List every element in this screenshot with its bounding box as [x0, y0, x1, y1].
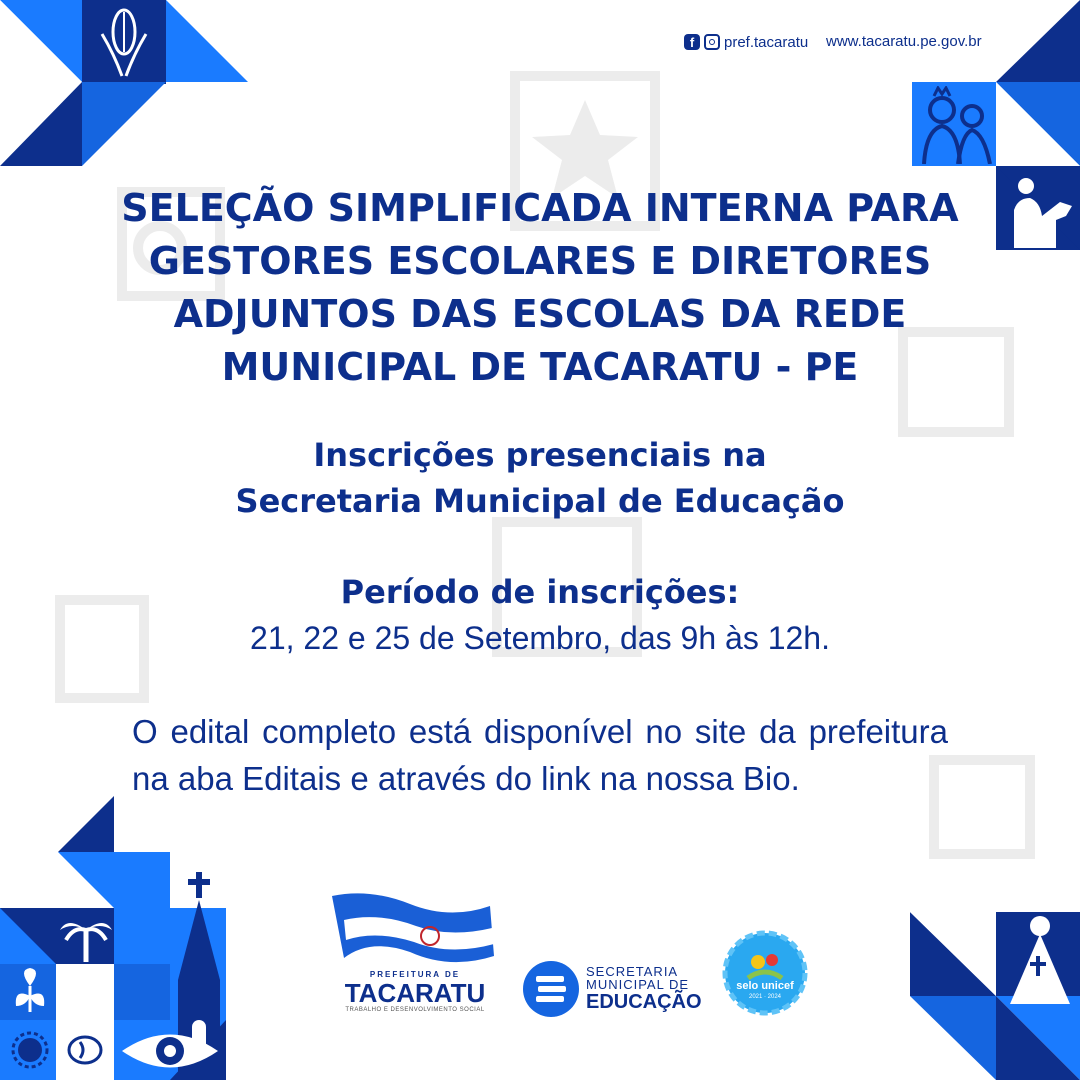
facebook-icon[interactable]: f — [684, 34, 700, 50]
period-label: Período de inscrições: — [340, 573, 740, 611]
corn-icon — [96, 6, 152, 80]
selo-years: 2021 · 2024 — [748, 994, 782, 1000]
social-handle[interactable] — [684, 30, 808, 54]
figures-icon — [914, 86, 994, 164]
instagram-icon[interactable] — [704, 34, 720, 50]
title-line: MUNICIPAL DE TACARATU - PE — [221, 345, 859, 389]
notice-text: O edital completo está disponível no site da prefeitura na aba Editais e através do link na nossa Bio. — [132, 713, 948, 797]
announcement-title — [120, 182, 960, 394]
registration-line: Secretaria Municipal de Educação — [235, 482, 845, 520]
registration-info — [120, 432, 960, 524]
unicef-seal — [722, 930, 808, 1016]
palm-tree-icon — [58, 912, 114, 962]
prefeitura-top: PREFEITURA DE — [369, 970, 461, 979]
prefeitura-logo — [330, 890, 500, 1020]
prefeitura-tagline: TRABALHO E DESENVOLVIMENTO SOCIAL — [345, 1007, 485, 1013]
title-line: SELEÇÃO SIMPLIFICADA INTERNA PARA — [121, 186, 959, 230]
sun-icon — [10, 1026, 50, 1074]
social-handle-text: pref.tacaratu — [724, 33, 809, 51]
bean-icon — [62, 1030, 108, 1070]
flower-icon — [10, 966, 50, 1016]
saint-icon — [1004, 912, 1074, 1008]
flag-icon — [330, 890, 500, 970]
secretaria-line3: EDUCAÇÃO — [586, 991, 702, 1013]
period-value: 21, 22 e 25 de Setembro, das 9h às 12h. — [250, 620, 830, 656]
website-link[interactable]: www.tacaratu.pe.gov.br — [826, 33, 982, 50]
horseman-icon — [1000, 172, 1076, 248]
registration-line: Inscrições presenciais na — [313, 436, 767, 474]
eye-icon — [118, 1026, 222, 1076]
selo-label: selo unicef — [736, 980, 794, 992]
secretaria-line2: MUNICIPAL DE — [586, 977, 690, 992]
prefeitura-name: TACARATU — [344, 978, 486, 1008]
seal-icon — [722, 930, 808, 1016]
secretaria-line1: SECRETARIA — [586, 964, 679, 979]
books-icon — [522, 960, 580, 1018]
secretaria-logo — [522, 958, 712, 1020]
title-line: ADJUNTOS DAS ESCOLAS DA REDE — [173, 292, 907, 336]
title-line: GESTORES ESCOLARES E DIRETORES — [148, 239, 932, 283]
